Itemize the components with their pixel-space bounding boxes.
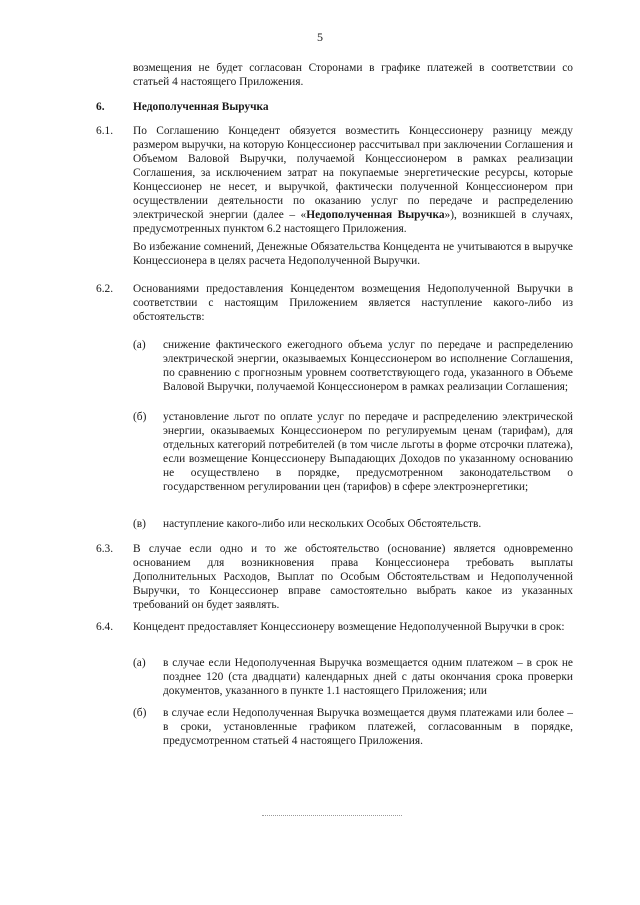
clause-6-4-item-b-letter: (б) [133,707,147,719]
clause-6-2-item-a-text: снижение фактического ежегодного объема услуг по передаче и распределению электрической энергии, оказываемых Концессионером во исполнение Соглашения, по сравнению с прогнозным уровнем соответствующего года, указанного в Объеме Валовой Выручки, получаемой Концессионером в рамках реализации Соглашения; [163,339,573,393]
clause-6-2-item-b-text: установление льгот по оплате услуг по передаче и распределению электрической энергии, оказываемых Концессионером по регулируемым ценам (тарифам), для отдельных категорий потребителей (в том числе льготы в форме отсрочки платежа), если возмещение Концессионеру Выпадающих Доходов по указанному основанию не осуществлено в порядке, предусмотренном законодательством о государственном регулировании цен (тарифов) в сфере электроэнергетики; [163,411,573,493]
clause-6-3-number: 6.3. [96,543,114,555]
footer-divider [262,815,402,816]
clause-6-2-number: 6.2. [96,283,114,295]
clause-6-2-item-c-letter: (в) [133,518,146,530]
clause-6-4-item-a-letter: (а) [133,657,146,669]
clause-6-2-text: Основаниями предоставления Концедентом возмещения Недополученной Выручки в соответствии с настоящим Приложением является наступление какого-либо из обстоятельств: [133,283,573,323]
clause-6-4-text: Концедент предоставляет Концессионеру возмещение Недополученной Выручки в срок: [133,621,565,633]
clause-6-3-text: В случае если одно и то же обстоятельство (основание) является одновременно основанием для возникновения права Концессионера требовать выплаты Дополнительных Расходов, Выплат по Особым Обстоятельствам и Недополученной Выручки, то Концессионер вправе самостоятельно выбрать какое из указанных требований он будет заявлять. [133,543,573,611]
clause-6-4-number: 6.4. [96,621,114,633]
clause-6-2-item-c-text: наступление какого-либо или нескольких Особых Обстоятельств. [163,518,482,530]
clause-6-4-item-b-text: в случае если Недополученная Выручка возмещается двумя платежами или более – в сроки, установленные графиком платежей, согласованным в порядке, предусмотренном статьей 4 настоящего Приложения. [163,707,573,747]
clause-6-2-item-b-letter: (б) [133,411,147,423]
clause-6-1-text-after: »), возникшей в случаях, предусмотренных пунктом 6.2 настоящего Приложения. [133,209,574,235]
clause-6-1-paragraph-2: Во избежание сомнений, Денежные Обязательства Концедента не учитываются в выручке Концессионера в целях расчета Недополученной Выручки. [133,241,573,267]
page-number: 5 [317,30,323,44]
clause-6-2-item-a-letter: (а) [133,339,146,351]
clause-6-1-text [133,124,573,236]
section-number: 6. [96,101,105,113]
clause-6-1-number: 6.1. [96,125,114,137]
intro-continuation: возмещения не будет согласован Сторонами в графике платежей в соответствии со статьей 4 настоящего Приложения. [133,62,573,88]
section-title: Недополученная Выручка [133,101,269,113]
clause-6-1-text-before: По Соглашению Концедент обязуется возместить Концессионеру разницу между размером выручки, на которую Концессионер рассчитывал при заключении Соглашения и Объемом Валовой Выручки, получаемой Концессионером в рамках реализации Соглашения, за исключением затрат на покупаемые энергетические ресурсы, которые Концессионер не несет, и выручкой, фактически полученной Концессионером при осуществлении деятельности по оказанию услуг по передаче и распределению электрической энергии (далее – « [133,125,573,221]
clause-6-4-item-a-text: в случае если Недополученная Выручка возмещается одним платежом – в срок не позднее 120 (ста двадцати) календарных дней с даты окончания срока проверки документов, указанного в пункте 1.1 настоящего Приложения; или [163,657,573,697]
defined-term: Недополученная Выручка [306,209,445,221]
